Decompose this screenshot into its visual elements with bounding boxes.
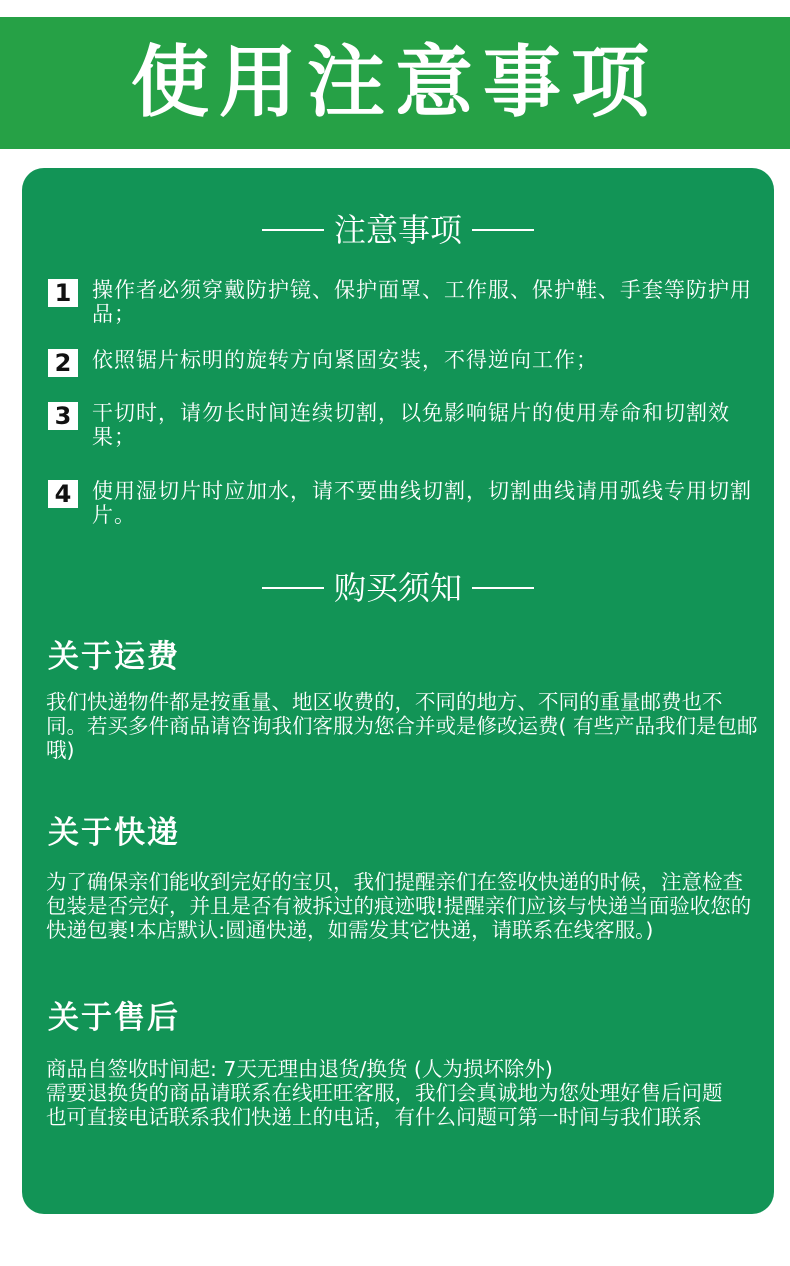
aftersales-title: 关于售后 [48, 1000, 180, 1036]
item-number-badge: 1 [48, 279, 78, 307]
notice-item-1 [48, 278, 758, 326]
item-number-badge: 2 [48, 349, 78, 377]
page-header [0, 17, 790, 149]
notice-item-3 [48, 401, 758, 449]
shipping-title: 关于运费 [48, 639, 180, 675]
delivery-title: 关于快递 [48, 815, 180, 851]
aftersales-text [46, 1057, 761, 1129]
content-panel [22, 168, 774, 1214]
aftersales-line: 商品自签收时间起: 7天无理由退货/换货 (人为损坏除外) [46, 1057, 553, 1081]
aftersales-line: 需要退换货的商品请联系在线旺旺客服，我们会真诚地为您处理好售后问题 [46, 1081, 723, 1105]
notice-item-text: 操作者必须穿戴防护镜、保护面罩、工作服、保护鞋、手套等防护用品； [92, 278, 752, 326]
notice-item-4 [48, 479, 758, 527]
notice-item-2 [48, 348, 758, 377]
delivery-text: 为了确保亲们能收到完好的宝贝，我们提醒亲们在签收快递的时候，注意检查包装是否完好，并且是否有被拆过的痕迹哦!提醒亲们应该与快递当面验收您的快递包裹!本店默认:圆通快递，如需发其它快递，请联系在线客服。) [46, 870, 752, 942]
notice-item-text: 干切时，请勿长时间连续切割，以免影响锯片的使用寿命和切割效果； [92, 401, 730, 449]
purchase-heading [22, 569, 774, 607]
purchase-heading-label: 购买须知 [333, 569, 462, 607]
item-number-badge: 3 [48, 402, 78, 430]
aftersales-line: 也可直接电话联系我们快递上的电话，有什么问题可第一时间与我们联系 [46, 1105, 702, 1129]
notice-item-text: 使用湿切片时应加水，请不要曲线切割，切割曲线请用弧线专用切割片。 [92, 479, 752, 527]
shipping-text: 我们快递物件都是按重量、地区收费的，不同的地方、不同的重量邮费也不同。若买多件商品请咨询我们客服为您合并或是修改运费( 有些产品我们是包邮哦) [46, 690, 758, 762]
notice-heading [22, 211, 774, 249]
heading-rule-left [262, 587, 324, 589]
page-title: 使用注意事项 [130, 38, 659, 128]
item-number-badge: 4 [48, 480, 78, 508]
heading-rule-right [472, 229, 534, 231]
notice-heading-label: 注意事项 [333, 211, 462, 249]
heading-rule-right [472, 587, 534, 589]
heading-rule-left [262, 229, 324, 231]
notice-item-text: 依照锯片标明的旋转方向紧固安装，不得逆向工作； [92, 348, 598, 372]
